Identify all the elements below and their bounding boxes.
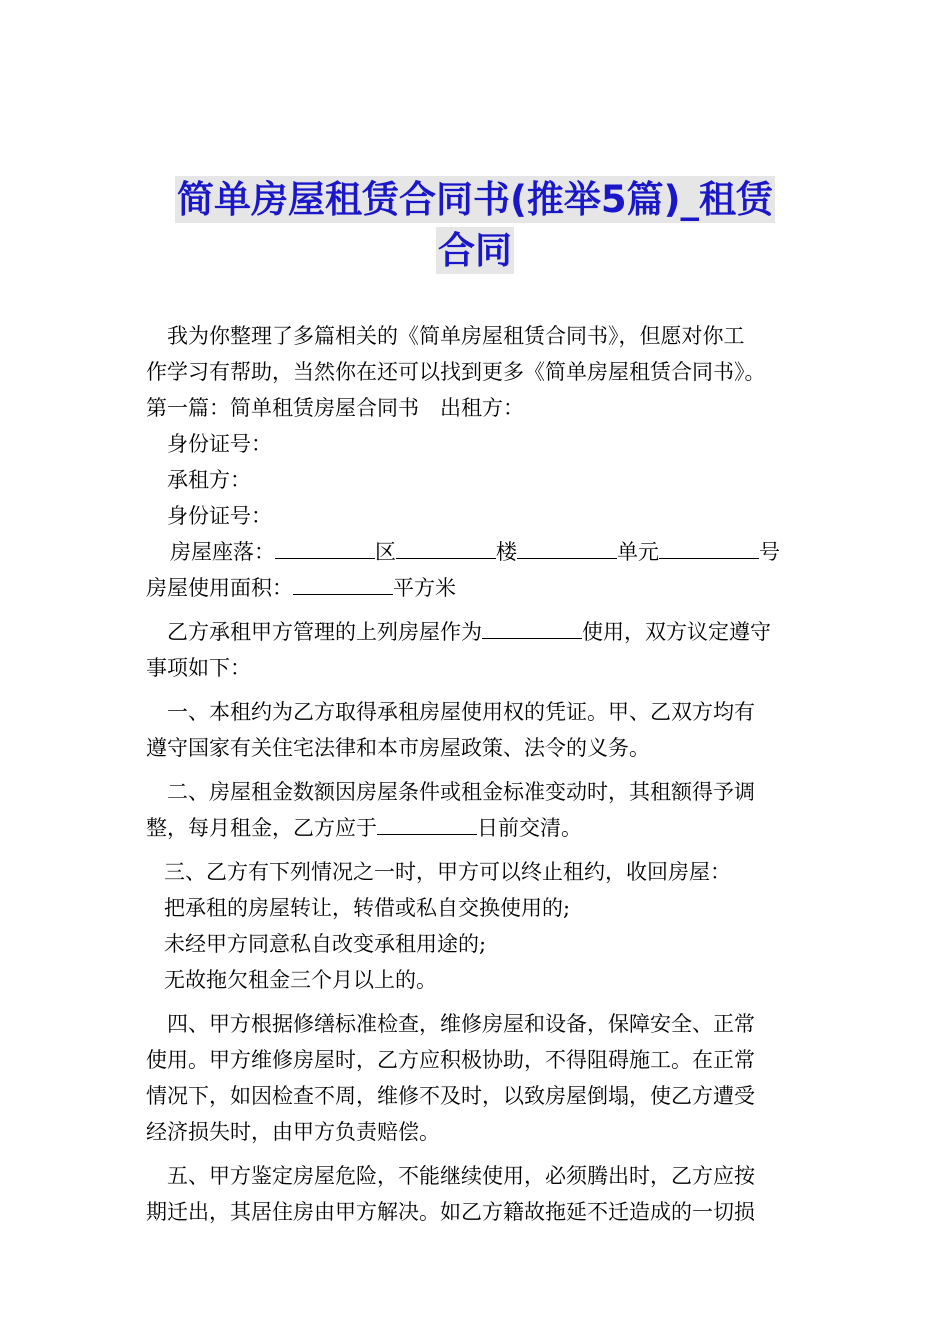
use-line-2: 事项如下： — [146, 656, 251, 680]
document-title — [0, 176, 950, 274]
item-3-c: 无故拖欠租金三个月以上的。 — [164, 968, 437, 992]
use-prefix: 乙方承租甲方管理的上列房屋作为 — [167, 620, 482, 644]
location-district-blank — [275, 538, 375, 559]
item-5-line-2: 期迁出，其居住房由甲方解决。如乙方籍故拖延不迁造成的一切损 — [146, 1200, 755, 1224]
intro-line-1: 我为你整理了多篇相关的《简单房屋租赁合同书》，但愿对你工 — [167, 324, 745, 348]
location-building-label: 楼 — [496, 540, 517, 564]
location-building-blank — [396, 538, 496, 559]
item-5-line-1: 五、甲方鉴定房屋危险，不能继续使用，必须腾出时，乙方应按 — [167, 1164, 755, 1188]
item-3-line-1: 三、乙方有下列情况之一时，甲方可以终止租约，收回房屋： — [164, 860, 731, 884]
document-body — [146, 318, 810, 1230]
location-number-blank — [659, 538, 759, 559]
use-suffix: 使用，双方议定遵守 — [582, 620, 771, 644]
item-3-b: 未经甲方同意私自改变承租用途的; — [164, 932, 487, 956]
item-1-line-2: 遵守国家有关住宅法律和本市房屋政策、法令的义务。 — [146, 736, 650, 760]
intro-line-2: 作学习有帮助，当然你在还可以找到更多《简单房屋租赁合同书》。 — [146, 360, 766, 384]
house-location-line — [146, 534, 810, 570]
area-unit: 平方米 — [393, 576, 456, 600]
id-number-field-1: 身份证号： — [167, 432, 272, 456]
item-2-line-1: 二、房屋租金数额因房屋条件或租金标准变动时，其租额得予调 — [167, 780, 755, 804]
payment-day-blank — [377, 814, 477, 835]
title-line-2: 合同 — [438, 229, 512, 272]
location-unit-label: 单元 — [617, 540, 659, 564]
title-line-1: 简单房屋租赁合同书(推举5篇)_租赁 — [176, 178, 774, 221]
item-4-line-4: 经济损失时，由甲方负责赔偿。 — [146, 1120, 440, 1144]
id-number-field-2: 身份证号： — [167, 504, 272, 528]
area-prefix: 房屋使用面积： — [146, 576, 293, 600]
lessee-field: 承租方： — [167, 468, 251, 492]
item-4-line-3: 情况下，如因检查不周，维修不及时，以致房屋倒塌，使乙方遭受 — [146, 1084, 755, 1108]
location-number-label: 号 — [759, 540, 780, 564]
item-2-suffix: 日前交清。 — [477, 816, 582, 840]
item-3-a: 把承租的房屋转让，转借或私自交换使用的; — [164, 896, 571, 920]
location-district-label: 区 — [375, 540, 396, 564]
use-line — [146, 614, 810, 650]
item-4-line-2: 使用。甲方维修房屋时，乙方应积极协助，不得阻碍施工。在正常 — [146, 1048, 755, 1072]
location-unit-blank — [517, 538, 617, 559]
part-one-heading: 第一篇：简单租赁房屋合同书 出租方： — [146, 396, 524, 420]
item-2-prefix: 整，每月租金，乙方应于 — [146, 816, 377, 840]
item-2-line-2 — [146, 810, 810, 846]
house-area-line — [146, 570, 810, 606]
item-1-line-1: 一、本租约为乙方取得承租房屋使用权的凭证。甲、乙双方均有 — [167, 700, 755, 724]
location-prefix: 房屋座落： — [170, 540, 275, 564]
area-blank — [293, 574, 393, 595]
item-4-line-1: 四、甲方根据修缮标准检查，维修房屋和设备，保障安全、正常 — [167, 1012, 755, 1036]
use-blank — [482, 618, 582, 639]
